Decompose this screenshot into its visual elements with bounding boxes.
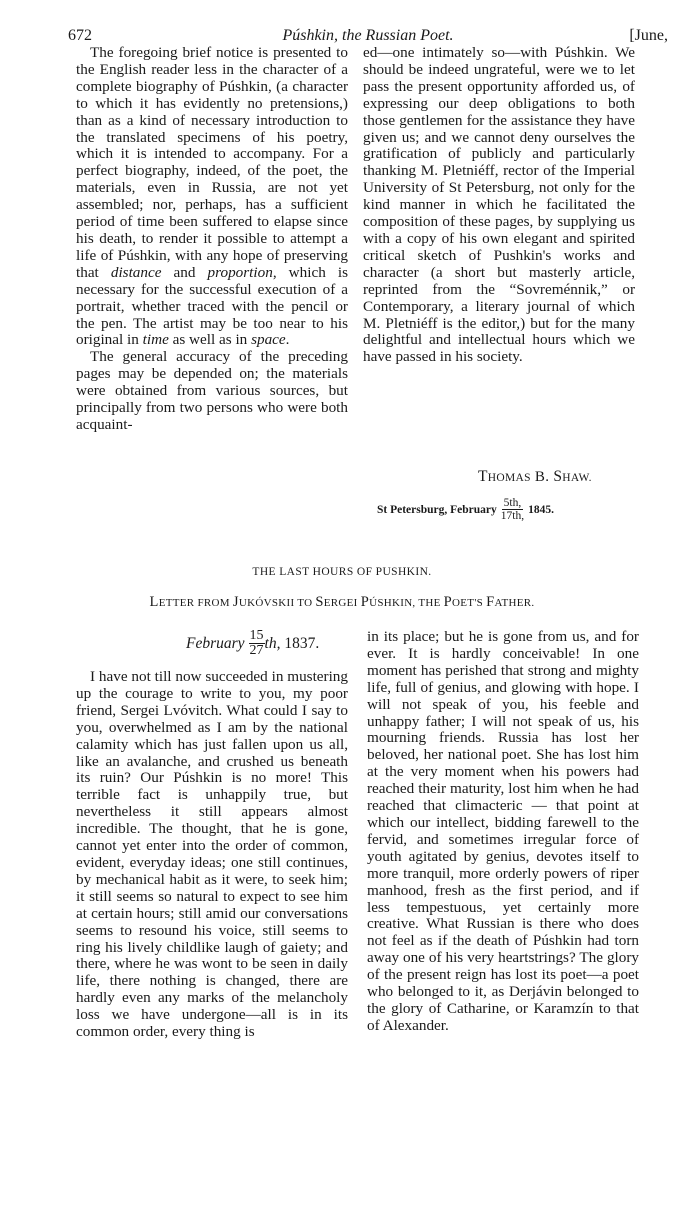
sig-small: HAW. — [562, 472, 592, 484]
signature — [478, 468, 592, 486]
sig-small: HOMAS — [487, 472, 531, 484]
emphasis: space — [251, 331, 286, 349]
fraction-numerator: 5th, — [503, 497, 522, 509]
notice-column-left — [76, 45, 348, 434]
small-caps: ERGEI — [323, 597, 361, 609]
letter-date — [186, 629, 319, 658]
running-month: [June, — [629, 27, 668, 44]
notice-paragraph-2-start: The general accuracy of the preceding pages may be depended on; the materials were obtained from various sources, but principally from two persons who were both acquaint- — [76, 348, 348, 433]
sig-initial: S — [553, 468, 563, 485]
cap: L — [149, 594, 159, 610]
small-caps: ÚSHKIN, THE — [369, 597, 444, 609]
notice-dateline — [377, 497, 554, 522]
cap: F — [486, 594, 495, 610]
emphasis: proportion — [207, 263, 273, 281]
notice-paragraph-2-cont: ed—one intimately so—with Púshkin. We should be indeed ungrateful, were we to let pass the present opportunity afforded us, of expressing our deep obligations to both those gentlemen for the assistance they have given us; and we cannot deny ourselves the gratification of publicly and particularly thanking M. Pletniéff, rector of the Imperial University of St Petersburg, not only for the kind manner in which he facilitated the composition of these pages, by supplying us with a copy of his own elegant and spirited critical sketch of Pushkin's works and character (a short but masterly article, reprinted from the “Sovreménnik,” or Contemporary, a literary journal of which M. Pletniéff is the editor,) but for the many delightful and intellectual hours which we have passed in his society. — [363, 44, 635, 366]
date-fraction — [249, 629, 265, 658]
sig-initial: T — [478, 468, 488, 485]
cap: J — [232, 594, 239, 610]
small-caps: OET'S — [452, 597, 487, 609]
letter-column-left — [76, 669, 348, 1041]
text-run: and — [161, 263, 208, 281]
small-caps: UKÓVSKII TO — [238, 597, 316, 609]
notice-column-right — [363, 45, 635, 366]
fraction-denominator: 27 — [249, 643, 264, 658]
letter-date-suffix: th, — [264, 634, 281, 652]
letter-date-month: February — [186, 634, 245, 652]
text-run: . — [285, 331, 290, 349]
cap: P — [443, 594, 453, 610]
small-caps: ETTER FROM — [158, 597, 233, 609]
notice-paragraph-1 — [76, 45, 348, 349]
section-subtitle — [0, 594, 684, 611]
running-title: Púshkin, the Russian Poet. — [282, 27, 454, 44]
letter-paragraph: I have not till now succeeded in mustering up the courage to write to you, my poor friend, Sergei Lvóvitch. What could I say to you, overwhelmed as I am by the national calamity which has just fallen upon us all, like an avalanche, and crushed us beneath its ruin? Our Púshkin is no more! This terrible fact is unhappily true, but nevertheless it still appears almost incredible. The thought, that he is gone, cannot yet enter into the order of common, evident, everyday ideas; one still continues, by mechanical habit as it were, to seek him; it still seems so natural to expect to see him at certain hours; still amid our conversations seems to resound his voice, still seems to ring his lively childlike laugh of gaiety; and there, where he was wont to be seen in daily life, there nothing is changed, there are hardly even any marks of the melancholy loss we have undergone—all is in its common order, every thing is — [76, 668, 348, 1041]
text-run: , which is necessary for the successful execution of a portrait, whether traced with the pencil or the pen. The artist may be too near to his original in — [76, 263, 348, 349]
cap: P — [360, 594, 370, 610]
dateline-year: 1845. — [528, 503, 554, 516]
cap: S — [315, 594, 324, 610]
fraction-numerator: 15 — [249, 628, 264, 643]
letter-column-right — [367, 629, 639, 1035]
small-caps: ATHER. — [494, 597, 535, 609]
text-run: as well as in — [168, 331, 252, 349]
section-title: THE LAST HOURS OF PUSHKIN. — [252, 566, 432, 578]
fraction-denominator: 17th, — [500, 510, 525, 522]
letter-paragraph-cont: in its place; but he is gone from us, and for ever. It is hardly conceivable! In one moment has perished that strong and mighty life, full of genius, and glowing with hope. I will not speak of you, his feeble and unhappy father; I will not speak of us, his mourning friends. Russia has lost her beloved, her national poet. She has lost him at the very moment when his powers had reached their maturity, lost him when he had reached that climacteric — that point at which our intellect, bidding farewell to the fervid, and sometimes irregular force of youth agitated by genius, devotes itself to more tranquil, more orderly powers of riper manhood, fresh as the first period, and if less tempestuous, yet certainly more creative. What Russian is there who does not feel as if the death of Púshkin had torn away one of his very heartstrings? The glory of the present reign has lost its poet—a poet who belonged to it, as Derjávin belonged to the glory of Catharine, or Karamzín to that of Alexander. — [367, 628, 639, 1034]
letter-date-year: 1837. — [284, 634, 320, 652]
emphasis: time — [142, 331, 169, 349]
text-run: The foregoing brief notice is presented to the English reader less in the character of a complete biography of Púshkin, (a character to which it has evidently no pretensions,) than as a kind of necessary introduction to the translated specimens of his poetry, which it is intended to accompany. For a perfect biography, indeed, of the poet, the materials, even in Russia, are not yet assembled; nor, perhaps, has a sufficient period of time been suffered to elapse since his death, to render it possible to attempt a life of Púshkin, with any hope of preserving that — [76, 44, 348, 281]
sig-middle: B. — [534, 469, 550, 485]
date-fraction — [499, 497, 526, 522]
page-number: 672 — [68, 27, 92, 44]
dateline-place: St Petersburg, February — [377, 503, 497, 516]
emphasis: distance — [110, 263, 162, 281]
